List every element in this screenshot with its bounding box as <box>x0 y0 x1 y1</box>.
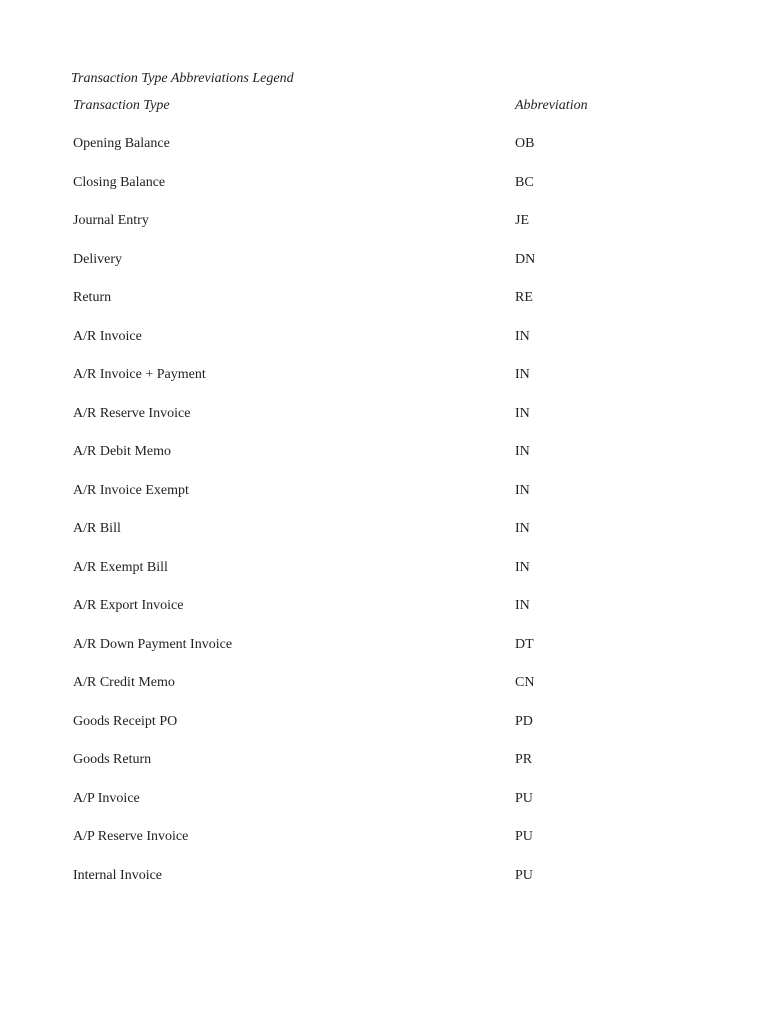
abbreviation-cell: BC <box>515 174 534 190</box>
transaction-type-cell: Goods Receipt PO <box>73 713 178 729</box>
table-row <box>73 442 693 481</box>
table-row <box>73 134 693 173</box>
transaction-type-cell: A/R Export Invoice <box>73 598 184 613</box>
table-row <box>73 827 693 866</box>
table-row <box>73 750 693 789</box>
header-abbreviation: Abbreviation <box>515 98 588 113</box>
abbreviation-cell: DT <box>515 636 534 652</box>
table-row <box>73 519 693 558</box>
transaction-type-cell: A/R Invoice + Payment <box>73 367 206 382</box>
table-row <box>73 789 693 828</box>
transaction-type-cell: A/R Debit Memo <box>73 444 171 459</box>
transaction-type-cell: Delivery <box>73 251 122 267</box>
table-caption: Transaction Type Abbreviations Legend <box>71 71 294 86</box>
abbreviation-cell: IN <box>515 367 530 382</box>
table-row <box>73 558 693 597</box>
abbreviation-cell: IN <box>515 482 530 498</box>
table-row <box>73 635 693 674</box>
transaction-type-cell: Opening Balance <box>73 136 170 151</box>
abbreviation-cell: PU <box>515 867 533 883</box>
abbreviation-cell: JE <box>515 213 529 228</box>
abbreviation-cell: PU <box>515 790 533 806</box>
abbreviation-cell: OB <box>515 136 535 151</box>
transaction-type-cell: A/R Invoice Exempt <box>73 482 189 498</box>
transaction-type-cell: A/P Reserve Invoice <box>73 829 189 844</box>
table-row <box>73 673 693 712</box>
abbreviation-cell: IN <box>515 559 530 575</box>
abbreviation-cell: IN <box>515 444 530 459</box>
transaction-type-cell: A/R Down Payment Invoice <box>73 636 233 652</box>
table-row <box>73 327 693 366</box>
transaction-type-cell: A/R Credit Memo <box>73 675 175 690</box>
abbreviation-cell: DN <box>515 251 536 267</box>
table-body <box>73 134 693 904</box>
table-row <box>73 866 693 905</box>
abbreviation-cell: RE <box>515 290 533 305</box>
transaction-type-cell: A/R Exempt Bill <box>73 559 168 575</box>
table-row <box>73 596 693 635</box>
abbreviation-cell: CN <box>515 675 535 690</box>
table-row <box>73 288 693 327</box>
abbreviations-table <box>73 96 693 904</box>
table-row <box>73 712 693 751</box>
transaction-type-cell: Closing Balance <box>73 174 166 190</box>
transaction-type-cell: Journal Entry <box>73 213 149 228</box>
table-row <box>73 250 693 289</box>
transaction-type-cell: A/R Reserve Invoice <box>73 405 191 421</box>
table-row <box>73 173 693 212</box>
transaction-type-cell: A/R Invoice <box>73 328 142 344</box>
transaction-type-cell: Return <box>73 290 112 305</box>
table-row <box>73 211 693 250</box>
abbreviation-cell: IN <box>515 598 530 613</box>
abbreviation-cell: PU <box>515 829 533 844</box>
transaction-type-cell: A/P Invoice <box>73 790 140 806</box>
header-transaction-type: Transaction Type <box>73 98 170 113</box>
table-row <box>73 481 693 520</box>
abbreviation-cell: PR <box>515 752 533 767</box>
abbreviation-cell: IN <box>515 405 530 421</box>
abbreviation-cell: PD <box>515 713 533 729</box>
table-row <box>73 404 693 443</box>
abbreviation-cell: IN <box>515 521 530 536</box>
transaction-type-cell: Internal Invoice <box>73 867 163 883</box>
abbreviation-cell: IN <box>515 328 530 344</box>
transaction-type-cell: A/R Bill <box>73 521 121 536</box>
table-header-row <box>73 96 693 134</box>
transaction-type-cell: Goods Return <box>73 752 152 767</box>
table-row <box>73 365 693 404</box>
